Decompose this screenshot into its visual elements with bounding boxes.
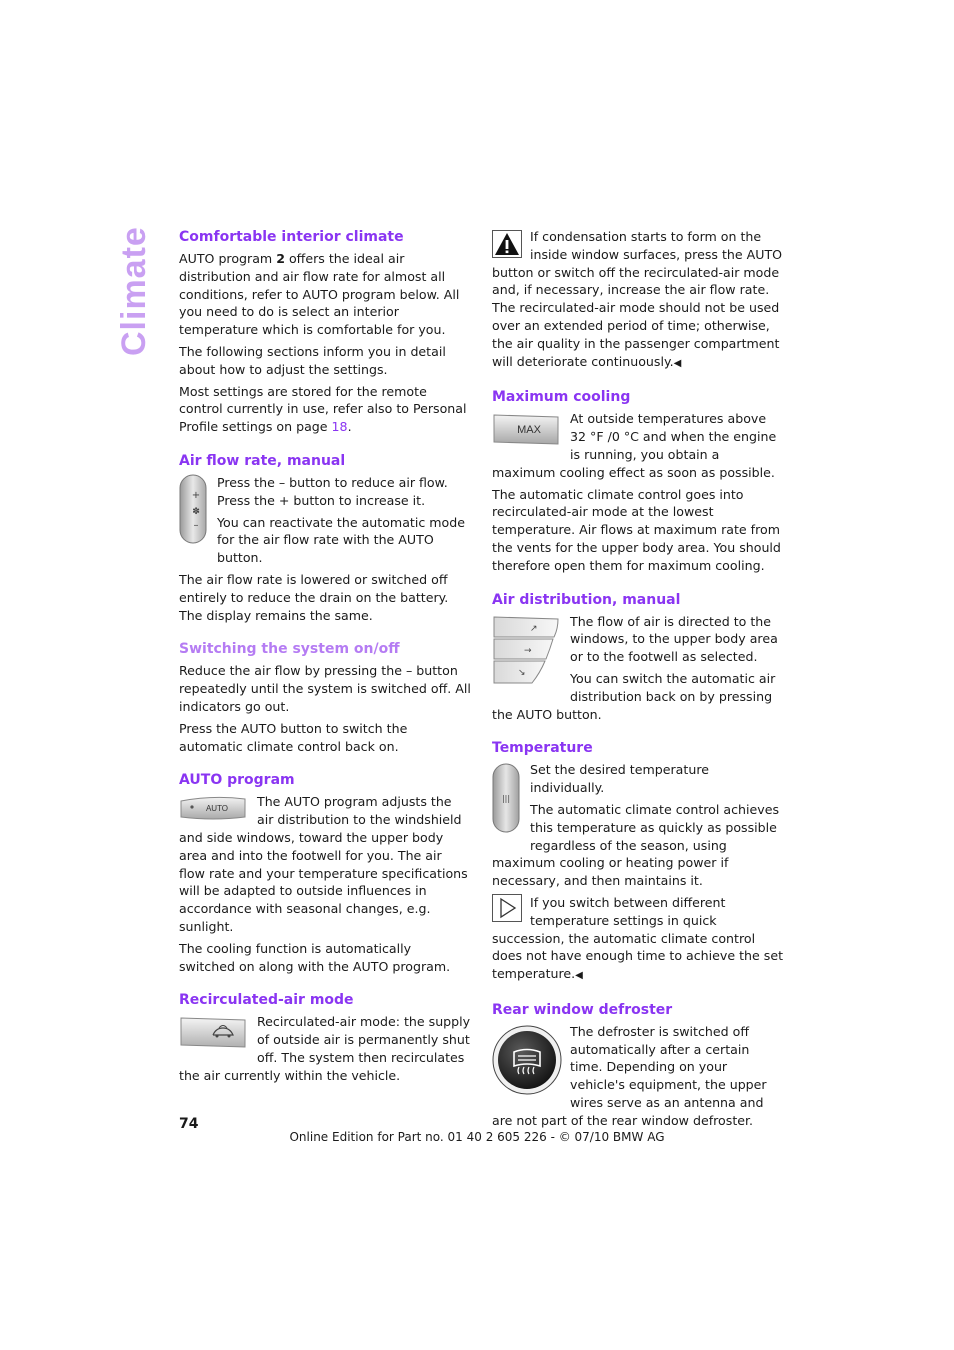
auto-button-image [179, 795, 247, 826]
warning-note [492, 228, 784, 372]
section-temperature [492, 739, 784, 985]
temperature-wheel-image [492, 763, 520, 838]
paragraph: Set the desired temperature individually. [530, 762, 709, 796]
svg-text:↗: ↗ [530, 623, 538, 634]
heading-recirculated-air: Recirculated-air mode [179, 992, 354, 1009]
paragraph: The defroster is switched off automatically after a certain time. Depending on your vehicle's equipment, the upper wires serve as an antenna and are not part of the rear window defroster. [492, 1023, 767, 1128]
text-run: . [347, 419, 352, 435]
page-link[interactable]: 18 [331, 419, 348, 435]
paragraph: The following sections inform you in detail about how to adjust the settings. [179, 343, 446, 377]
temperature-note [492, 894, 784, 985]
paragraph [492, 228, 784, 372]
auto-button-label: AUTO [205, 804, 229, 814]
air-distribution-buttons-image [492, 615, 560, 690]
text-run: If you switch between different temperature settings in quick succession, the automatic climate control does not have enough time to achieve the set temperature. [492, 894, 784, 982]
left-column [179, 228, 471, 1100]
end-mark-icon: ◀ [575, 970, 583, 982]
rear-defroster-button-image [492, 1025, 562, 1100]
paragraph [179, 383, 471, 436]
heading-air-distribution: Air distribution, manual [492, 591, 681, 608]
heading-switching: Switching the system on/off [179, 641, 400, 658]
svg-text:→: → [524, 645, 532, 656]
paragraph [492, 894, 784, 985]
svg-text:✽: ✽ [192, 506, 200, 517]
heading-comfortable-climate: Comfortable interior climate [179, 229, 404, 245]
text-run: offers the ideal air distribution and air flow rate for almost all conditions, refer to AUTO program below. All you need to do is select an interior temperature which is comfortable for you. [179, 251, 460, 338]
svg-text:↘: ↘ [518, 667, 526, 678]
paragraph: Press the – button to reduce air flow. Press the + button to increase it. [217, 474, 448, 508]
heading-auto-program: AUTO program [179, 772, 295, 789]
paragraph: You can switch the automatic air distribution back on by pressing the AUTO button. [492, 670, 776, 722]
svg-text:+: + [191, 489, 201, 501]
paragraph: The AUTO program adjusts the air distribution to the windshield and side windows, toward the upper body area and into the footwell for you. The air flow rate and your temperature specifications will be adapted to outside influences in accordance with seasonal changes, e.g. sunlight. [179, 794, 468, 934]
heading-temperature: Temperature [492, 740, 593, 757]
section-maximum-cooling [492, 388, 784, 574]
note-arrow-icon [492, 894, 522, 927]
text-bold: 2 [276, 251, 285, 266]
paragraph: The automatic climate control goes into recirculated-air mode at the lowest temperature. Air flows at maximum rate from the vents for the upper body area. You should therefore open them for maximum cooling. [492, 486, 781, 573]
chapter-side-label-text: Climate [115, 226, 153, 356]
paragraph: Recirculated-air mode: the supply of outside air is permanently shut off. The system then recirculates the air currently within the vehicle. [179, 1014, 471, 1083]
section-rear-defroster [492, 1001, 784, 1130]
section-air-flow [179, 452, 471, 624]
section-recirculated-air [179, 991, 471, 1084]
max-button-image [492, 412, 560, 451]
heading-air-flow: Air flow rate, manual [179, 452, 346, 469]
end-mark-icon: ◀ [673, 357, 682, 369]
heading-maximum-cooling: Maximum cooling [492, 389, 631, 406]
section-comfortable-climate [179, 228, 471, 436]
paragraph: The automatic climate control achieves this temperature as quickly as possible regardless of the season, using maximum cooling or heating power if necessary, and then maintains it. [492, 801, 780, 889]
svg-text:|||: ||| [501, 794, 511, 804]
paragraph: The cooling function is automatically switched on along with the AUTO program. [179, 940, 451, 974]
paragraph: At outside temperatures above 32 °F /0 °C and when the engine is running, you obtain a maximum cooling effect as soon as possible. [492, 411, 777, 480]
max-button-label: MAX [517, 424, 541, 437]
svg-text:–: – [193, 519, 199, 531]
right-column [492, 228, 784, 1146]
page-number: 74 [179, 1116, 199, 1132]
recirculation-button-image [179, 1015, 247, 1054]
paragraph: Press the AUTO button to switch the automatic climate control back on. [179, 720, 408, 754]
paragraph: Reduce the air flow by pressing the – button repeatedly until the system is switched off. All indicators go out. [179, 663, 471, 714]
paragraph: The flow of air is directed to the windows, to the upper body area or to the footwell as selected. [570, 613, 778, 665]
warning-icon [492, 230, 522, 263]
footer-edition: Online Edition for Part no. 01 40 2 605 226 - © 07/10 BMW AG [289, 1130, 665, 1144]
air-flow-button-image [179, 474, 207, 549]
paragraph: The air flow rate is lowered or switched off entirely to reduce the drain on the battery. The display remains the same. [179, 571, 449, 623]
section-air-distribution [492, 591, 784, 724]
section-auto-program [179, 771, 471, 975]
text-run: If condensation starts to form on the inside window surfaces, press the AUTO button or switch off the recirculated-air mode and, if necessary, increase the air flow rate. The recirculated-air mode should not be used over an extended period of time; otherwise, the air quality in the passenger compartment will deteriorate continuously. [492, 229, 783, 369]
paragraph [179, 250, 471, 339]
heading-rear-defroster: Rear window defroster [492, 1001, 673, 1018]
paragraph: You can reactivate the automatic mode for the air flow rate with the AUTO button. [217, 514, 465, 566]
chapter-side-label [115, 226, 153, 358]
section-switching [179, 640, 471, 755]
text-run: Most settings are stored for the remote control currently in use, refer also to Personal Profile settings on page [179, 383, 467, 435]
text-run: AUTO program [179, 251, 277, 266]
